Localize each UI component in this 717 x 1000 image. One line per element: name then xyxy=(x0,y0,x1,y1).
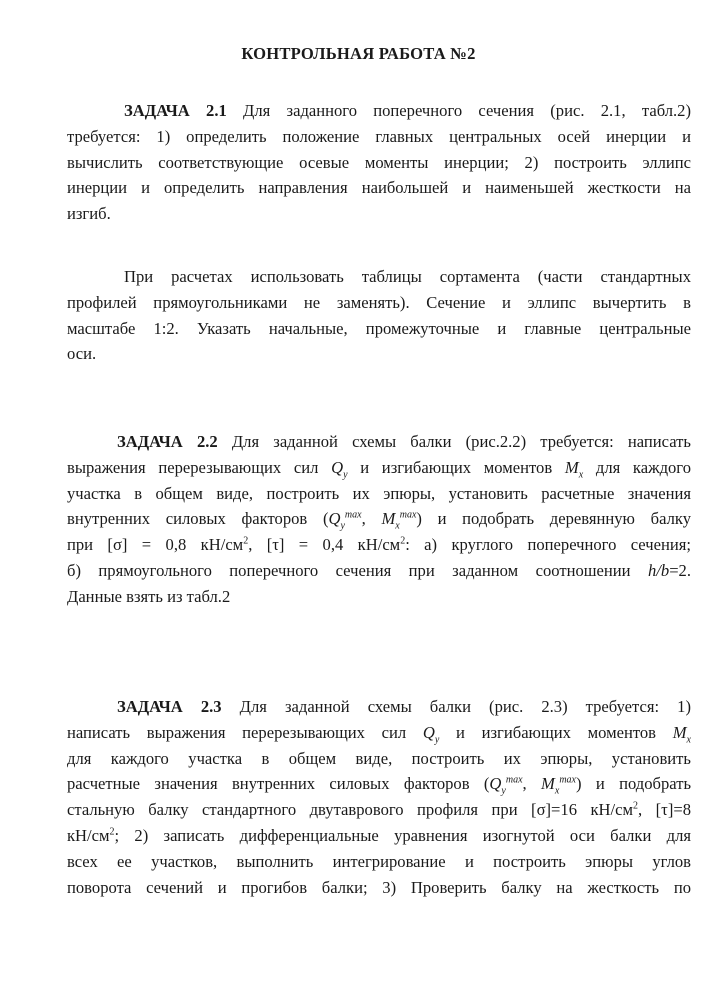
text-line: ЗАДАЧА 2.2 Для заданной схемы балки (рис.2.2) требуется: написать xyxy=(117,432,691,451)
text-line: инерции и определить направления наибольшей и наименьшей жесткости на xyxy=(67,178,691,198)
text-line: написать выражения перерезывающих сил $Q_y$ и изгибающих моментов $M_x$ xyxy=(67,722,691,746)
task-2-2-heading: ЗАДАЧА 2.2 xyxy=(117,432,218,451)
task-2-1-heading: ЗАДАЧА 2.1 xyxy=(124,101,227,120)
text-line: поворота сечений и прогибов балки; 3) Проверить балку на жесткость по xyxy=(67,877,691,897)
task-2-1-note-paragraph xyxy=(67,264,691,367)
text-line: всех ее участков, выполнить интегрирование и построить эпюры углов xyxy=(67,851,691,871)
text-line: вычислить соответствующие осевые моменты инерции; 2) построить эллипс xyxy=(67,152,691,172)
task-2-2-paragraph xyxy=(67,429,691,610)
text-line: б) прямоугольного поперечного сечения при заданном соотношении h/b=2. xyxy=(67,560,691,580)
text-line: расчетные значения внутренних силовых факторов ($Q_y^{max}$, $M_x^{max}$) и подобрать xyxy=(67,774,692,797)
text-line: внутренних силовых факторов ($Q_y^{max}$, $M_x^{max}$) и подобрать деревянную балку xyxy=(67,509,692,532)
text-line: профилей прямоугольниками не заменять). Сечение и эллипс вычертить в xyxy=(67,292,691,312)
page-title: КОНТРОЛЬНАЯ РАБОТА №2 xyxy=(241,44,476,63)
text-line: выражения перерезывающих сил $Q_y$ и изгибающих моментов $M_x$ для каждого xyxy=(67,457,691,481)
task-2-1-paragraph xyxy=(67,98,691,227)
text-line: участка в общем виде, построить их эпюры, установить расчетные значения xyxy=(67,483,691,503)
text-line: $кН/см^2$; 2) записать дифференциальные уравнения изогнутой оси балки для xyxy=(67,825,691,845)
text-line: для каждого участка в общем виде, построить их эпюры, установить xyxy=(67,748,691,768)
task-2-3-heading: ЗАДАЧА 2.3 xyxy=(117,697,222,716)
text-line: ЗАДАЧА 2.3 Для заданной схемы балки (рис. 2.3) требуется: 1) xyxy=(117,697,691,716)
text-line: изгиб. xyxy=(67,204,111,224)
text-line: Данные взять из табл.2 xyxy=(67,586,231,606)
text-line: оси. xyxy=(67,344,97,364)
text-line: требуется: 1) определить положение главных центральных осей инерции и xyxy=(67,126,691,146)
text-line: стальную балку стандартного двутаврового профиля при [σ]=16 $кН/см^2$, [τ]=8 xyxy=(67,800,691,820)
text-line: при [σ] = 0,8 $кН/см^2$, [τ] = 0,4 $кН/см^2$: а) круглого поперечного сечения; xyxy=(67,535,691,555)
text-line: ЗАДАЧА 2.1 Для заданного поперечного сечения (рис. 2.1, табл.2) xyxy=(124,101,691,120)
text-line: При расчетах использовать таблицы сортамента (части стандартных xyxy=(124,267,691,286)
task-2-3-paragraph xyxy=(67,694,691,900)
text-line: масштабе 1:2. Указать начальные, промежуточные и главные центральные xyxy=(67,318,691,338)
